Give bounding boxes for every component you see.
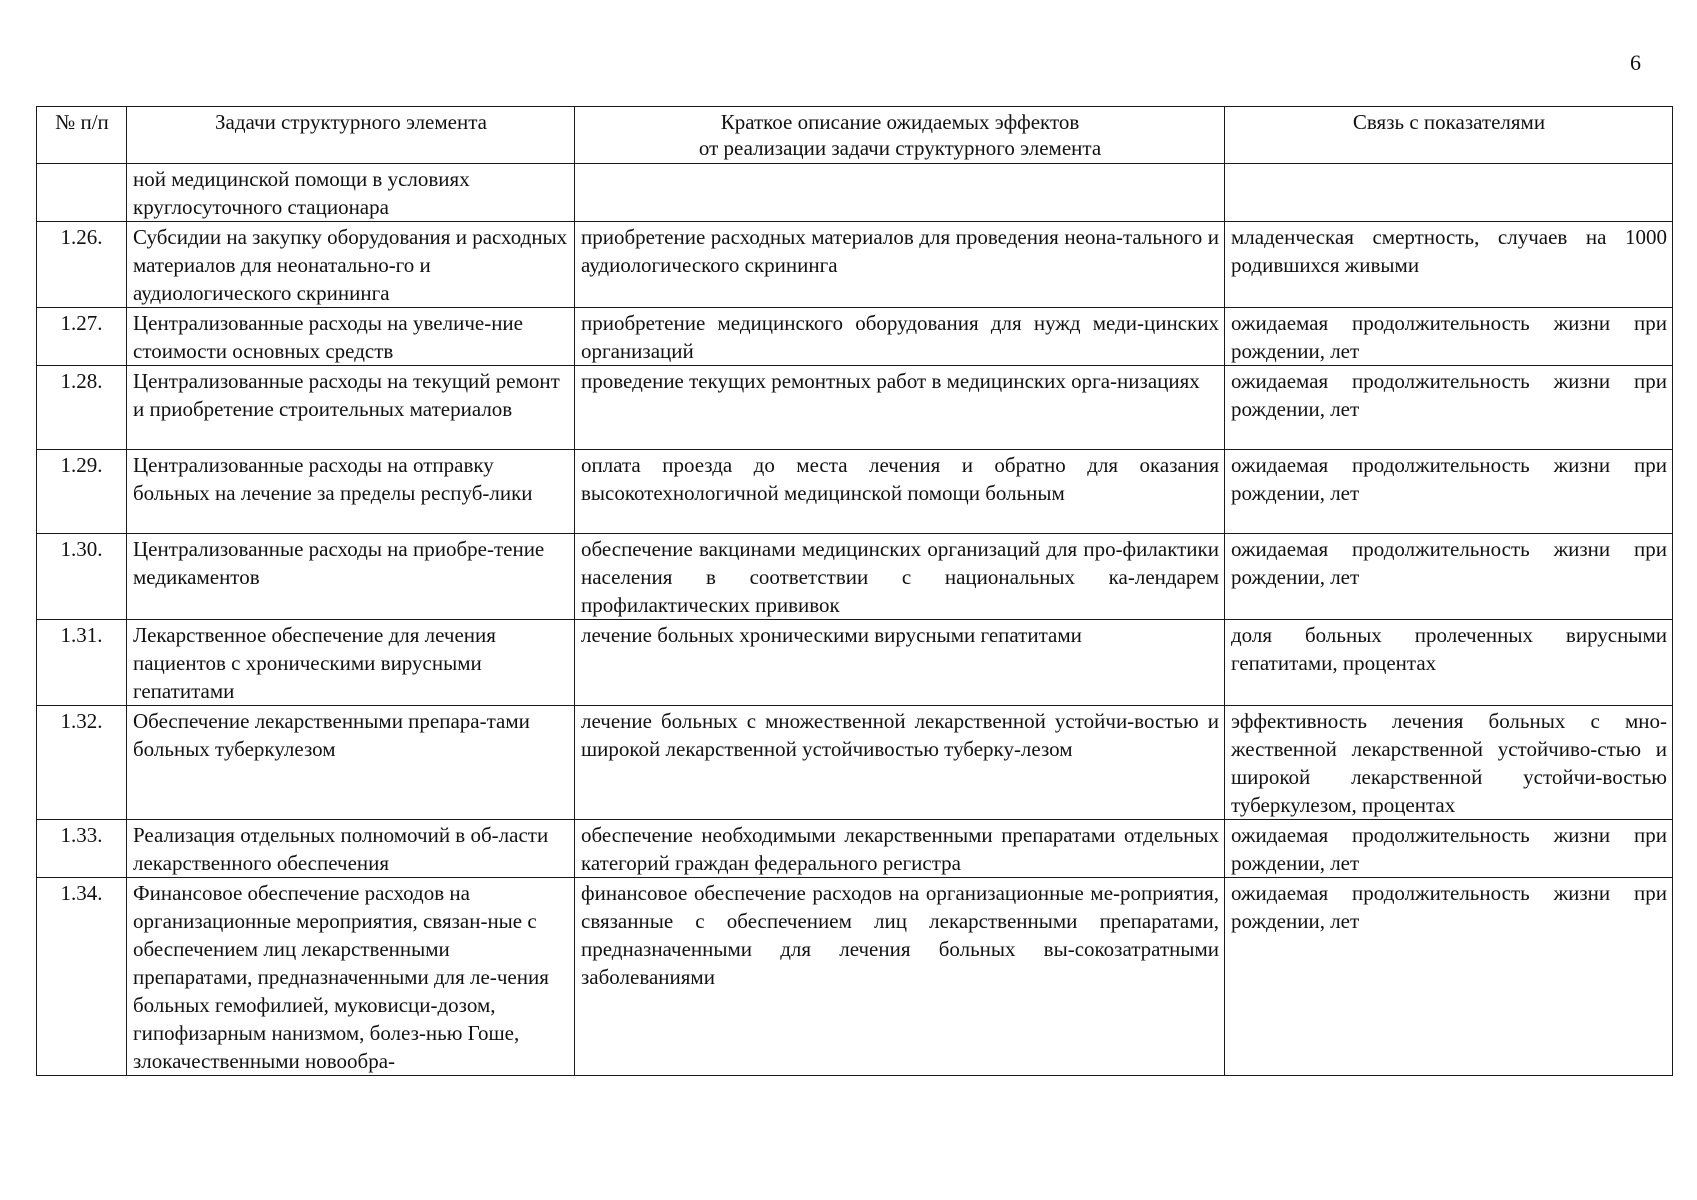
table-row: [37, 820, 1673, 878]
row-task: Реализация отдельных полномочий в об-ласти лекарственного обеспечения: [127, 820, 575, 878]
row-link: ожидаемая продолжительность жизни при рождении, лет: [1225, 450, 1673, 534]
row-desc: оплата проезда до места лечения и обратно для оказания высокотехнологичной медицинской помощи больным: [575, 450, 1225, 534]
row-desc: проведение текущих ремонтных работ в медицинских орга-низациях: [575, 366, 1225, 450]
table-row: [37, 366, 1673, 450]
table-row: [37, 222, 1673, 308]
row-link: младенческая смертность, случаев на 1000 родившихся живыми: [1225, 222, 1673, 308]
table-row: [37, 308, 1673, 366]
row-num: 1.31.: [37, 620, 127, 706]
row-link: доля больных пролеченных вирусными гепатитами, процентах: [1225, 620, 1673, 706]
row-task: Централизованные расходы на отправку больных на лечение за пределы респуб-лики: [127, 450, 575, 534]
header-num: № п/п: [37, 107, 127, 164]
table-row: [37, 620, 1673, 706]
row-link: ожидаемая продолжительность жизни при рождении, лет: [1225, 878, 1673, 1076]
row-link: ожидаемая продолжительность жизни при рождении, лет: [1225, 308, 1673, 366]
row-num: 1.28.: [37, 366, 127, 450]
row-task: Централизованные расходы на приобре-тение медикаментов: [127, 534, 575, 620]
row-num: 1.32.: [37, 706, 127, 820]
row-desc: обеспечение вакцинами медицинских организаций для про-филактики населения в соответствии с национальных ка-лендарем профилактических прививок: [575, 534, 1225, 620]
row-num: 1.27.: [37, 308, 127, 366]
header-desc: [575, 107, 1225, 164]
row-desc: лечение больных хроническими вирусными гепатитами: [575, 620, 1225, 706]
row-link: ожидаемая продолжительность жизни при рождении, лет: [1225, 366, 1673, 450]
row-desc: лечение больных с множественной лекарственной устойчи-востью и широкой лекарственной устойчивостью туберку-лезом: [575, 706, 1225, 820]
row-link: [1225, 164, 1673, 222]
header-task: Задачи структурного элемента: [127, 107, 575, 164]
table-row: [37, 706, 1673, 820]
row-task: Лекарственное обеспечение для лечения пациентов с хроническими вирусными гепатитами: [127, 620, 575, 706]
table-row: [37, 164, 1673, 222]
row-num: 1.30.: [37, 534, 127, 620]
row-task: Финансовое обеспечение расходов на организационные мероприятия, связан-ные с обеспечением лиц лекарственными препаратами, предназначенными для ле-чения больных гемофилией, муковисци-дозом, гипофизарным нанизмом, болез-нью Гоше, злокачественными новообра-: [127, 878, 575, 1076]
row-num: 1.33.: [37, 820, 127, 878]
row-link: ожидаемая продолжительность жизни при рождении, лет: [1225, 534, 1673, 620]
header-desc-line2: от реализации задачи структурного элемента: [698, 136, 1102, 160]
row-task: Обеспечение лекарственными препара-тами больных туберкулезом: [127, 706, 575, 820]
program-tasks-table: [36, 106, 1673, 1076]
row-desc: приобретение медицинского оборудования для нужд меди-цинских организаций: [575, 308, 1225, 366]
row-num: 1.34.: [37, 878, 127, 1076]
row-desc: [575, 164, 1225, 222]
row-num: 1.26.: [37, 222, 127, 308]
table-header-row: [37, 107, 1673, 164]
row-num: 1.29.: [37, 450, 127, 534]
table-row: [37, 878, 1673, 1076]
row-desc: финансовое обеспечение расходов на организационные ме-роприятия, связанные с обеспечением лиц лекарственными препаратами, предназначенными для лечения больных вы-сокозатратными заболеваниями: [575, 878, 1225, 1076]
header-link: Связь с показателями: [1225, 107, 1673, 164]
row-link: ожидаемая продолжительность жизни при рождении, лет: [1225, 820, 1673, 878]
row-desc: обеспечение необходимыми лекарственными препаратами отдельных категорий граждан федерального регистра: [575, 820, 1225, 878]
table-row: [37, 534, 1673, 620]
row-task: Субсидии на закупку оборудования и расходных материалов для неонатально-го и аудиологического скрининга: [127, 222, 575, 308]
page-number: 6: [1630, 50, 1641, 75]
row-task: ной медицинской помощи в условиях круглосуточного стационара: [127, 164, 575, 222]
row-task: Централизованные расходы на текущий ремонт и приобретение строительных материалов: [127, 366, 575, 450]
row-desc: приобретение расходных материалов для проведения неона-тального и аудиологического скрининга: [575, 222, 1225, 308]
row-task: Централизованные расходы на увеличе-ние стоимости основных средств: [127, 308, 575, 366]
row-num: [37, 164, 127, 222]
header-desc-line1: Краткое описание ожидаемых эффектов: [720, 110, 1080, 134]
table-row: [37, 450, 1673, 534]
row-link: эффективность лечения больных с мно-жественной лекарственной устойчиво-стью и широкой лекарственной устойчи-востью туберкулезом, процентах: [1225, 706, 1673, 820]
